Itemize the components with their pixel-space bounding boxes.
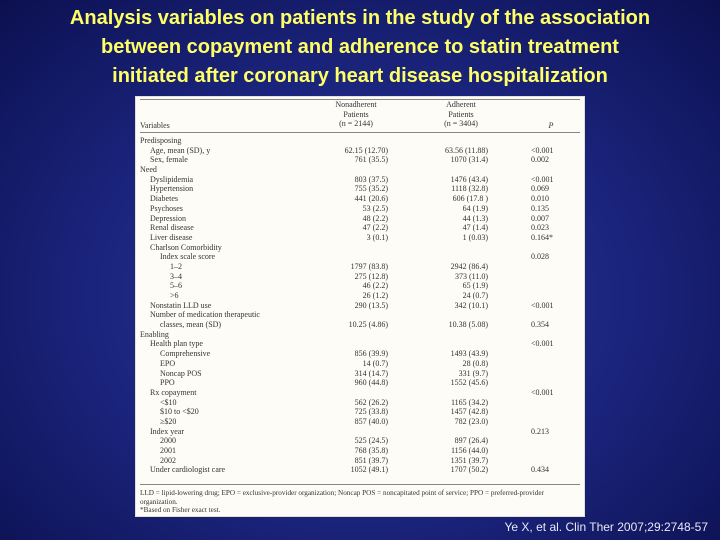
row-p-value: <0.001 [531, 339, 554, 349]
row-label: Depression [150, 213, 186, 223]
row-label: EPO [160, 358, 176, 368]
table-header [136, 97, 584, 131]
row-adherent-value: 1457 (42.8) [450, 407, 488, 417]
row-label: Psychoses [150, 203, 183, 213]
row-nonadherent-value: 290 (13.5) [354, 300, 388, 310]
table-row [136, 165, 584, 175]
row-adherent-value: 64 (1.9) [462, 203, 488, 213]
row-label: 5–6 [170, 281, 182, 291]
header-p: P [548, 121, 554, 130]
row-nonadherent-value: 14 (0.7) [362, 358, 388, 368]
table-row [136, 388, 584, 398]
row-label: Comprehensive [160, 349, 211, 359]
row-label: Rx copayment [150, 387, 197, 397]
table-row [136, 427, 584, 437]
row-label: 2001 [160, 446, 176, 455]
row-p-value: 0.007 [531, 213, 549, 223]
row-p-value: 0.002 [531, 155, 549, 165]
row-nonadherent-value: 755 (35.2) [354, 184, 388, 194]
header-adherent-line: Patients [448, 109, 474, 119]
row-nonadherent-value: 1797 (83.8) [350, 261, 388, 271]
row-adherent-value: 1 (0.03) [462, 232, 488, 242]
row-adherent-value: 1156 (44.0) [450, 446, 488, 455]
row-label: Liver disease [150, 232, 193, 242]
row-adherent-value: 1118 (32.8) [451, 184, 488, 194]
table-row [136, 456, 584, 466]
row-nonadherent-value: 441 (20.6) [354, 194, 388, 204]
table-row [136, 301, 584, 311]
table-row [136, 291, 584, 301]
row-adherent-value: 65 (1.9) [462, 281, 488, 291]
row-label: Index year [150, 426, 184, 436]
table-row [136, 407, 584, 417]
title-line-2: between copayment and adherence to statin treatment [101, 36, 619, 58]
row-label: Sex, female [150, 155, 188, 165]
row-label: Index scale score [160, 252, 216, 262]
row-label: Enabling [140, 329, 169, 339]
row-nonadherent-value: 725 (33.8) [354, 407, 388, 417]
row-adherent-value: 47 (1.4) [462, 223, 488, 233]
table-row [136, 417, 584, 427]
header-nonadherent-line: Nonadherent [335, 100, 377, 109]
header-nonadherent-line: Patients [343, 109, 369, 119]
table-row [136, 146, 584, 156]
row-p-value: <0.001 [531, 300, 554, 310]
row-adherent-value: 28 (0.8) [462, 358, 488, 368]
row-nonadherent-value: 275 (12.8) [354, 271, 388, 281]
row-p-value: 0.135 [531, 203, 549, 213]
row-adherent-value: 10.38 (5.08) [448, 320, 488, 330]
row-label: 2002 [160, 455, 176, 465]
footnote-abbreviations: LLD = lipid-lowering drug; EPO = exclusive-provider organization; Noncap POS = noncapitated point of service; PPO = preferred-provider organization. [140, 489, 544, 506]
row-adherent-value: 1493 (43.9) [450, 349, 488, 359]
row-label: Health plan type [150, 339, 203, 349]
table-row [136, 184, 584, 194]
row-label: Hypertension [150, 184, 194, 194]
table-row [136, 310, 584, 320]
row-label: $10 to <$20 [160, 407, 199, 417]
row-label: PPO [160, 378, 175, 388]
row-adherent-value: 1476 (43.4) [450, 174, 488, 184]
table-row [136, 398, 584, 408]
title-line-1: Analysis variables on patients in the study of the association [69, 7, 651, 29]
row-nonadherent-value: 62.15 (12.70) [344, 145, 388, 155]
table-row [136, 233, 584, 243]
row-nonadherent-value: 856 (39.9) [354, 349, 388, 359]
row-label: >6 [170, 291, 179, 300]
table-body [136, 136, 584, 475]
table-row [136, 155, 584, 165]
table-row [136, 262, 584, 272]
row-label: Diabetes [150, 194, 178, 204]
row-label: 3–4 [170, 271, 182, 281]
row-adherent-value: 1707 (50.2) [450, 465, 488, 475]
row-p-value: 0.023 [531, 223, 549, 233]
header-nonadherent [321, 100, 391, 129]
data-table-image [135, 96, 585, 517]
row-nonadherent-value: 857 (40.0) [354, 416, 388, 426]
header-rule [140, 132, 580, 133]
footnote-fisher: *Based on Fisher exact test. [140, 506, 221, 515]
row-p-value: 0.434 [531, 465, 549, 475]
top-rule [140, 99, 580, 100]
row-adherent-value: 1165 (34.2) [450, 397, 488, 407]
row-nonadherent-value: 525 (24.5) [354, 436, 388, 446]
row-nonadherent-value: 851 (39.7) [354, 455, 388, 465]
row-adherent-value: 373 (11.0) [454, 271, 488, 281]
row-label: Nonstatin LLD use [150, 300, 212, 310]
row-nonadherent-value: 46 (2.2) [362, 281, 388, 291]
table-row [136, 204, 584, 214]
table-row [136, 465, 584, 475]
row-nonadherent-value: 803 (37.5) [354, 174, 388, 184]
table-row [136, 369, 584, 379]
bottom-rule [140, 484, 580, 485]
row-label: Age, mean (SD), y [150, 145, 211, 155]
header-adherent-line: (n = 3404) [444, 119, 478, 128]
table-row [136, 320, 584, 330]
table-row [136, 446, 584, 456]
row-p-value: 0.164* [531, 232, 553, 242]
row-adherent-value: 331 (9.7) [458, 368, 488, 378]
table-row [136, 359, 584, 369]
row-p-value: <0.001 [531, 145, 554, 155]
row-label: 2000 [160, 436, 176, 446]
row-nonadherent-value: 761 (35.5) [354, 155, 388, 165]
table-row [136, 330, 584, 340]
row-nonadherent-value: 768 (35.8) [354, 446, 388, 455]
row-nonadherent-value: 53 (2.5) [362, 203, 388, 213]
table-row [136, 281, 584, 291]
row-adherent-value: 782 (23.0) [454, 416, 488, 426]
table-row [136, 349, 584, 359]
table-row [136, 272, 584, 282]
row-p-value: 0.010 [531, 194, 549, 204]
row-label: ≥$20 [160, 416, 177, 426]
table-row [136, 194, 584, 204]
row-adherent-value: 24 (0.7) [462, 291, 488, 300]
table-row [136, 175, 584, 185]
row-adherent-value: 1070 (31.4) [450, 155, 488, 165]
table-row [136, 436, 584, 446]
row-nonadherent-value: 47 (2.2) [362, 223, 388, 233]
header-variables: Variables [140, 121, 170, 130]
slide-title [0, 4, 720, 91]
row-nonadherent-value: 960 (44.8) [354, 378, 388, 388]
row-label: <$10 [160, 397, 177, 407]
row-label: classes, mean (SD) [160, 320, 222, 330]
row-nonadherent-value: 3 (0.1) [366, 232, 388, 242]
header-nonadherent-line: (n = 2144) [339, 119, 373, 128]
table-row [136, 243, 584, 253]
table-row [136, 378, 584, 388]
row-nonadherent-value: 26 (1.2) [362, 291, 388, 300]
row-adherent-value: 44 (1.3) [462, 213, 488, 223]
table-row [136, 136, 584, 146]
table-row [136, 223, 584, 233]
table-row [136, 339, 584, 349]
row-nonadherent-value: 1052 (49.1) [350, 465, 388, 475]
row-p-value: 0.354 [531, 320, 549, 330]
header-adherent [426, 100, 496, 129]
row-adherent-value: 342 (10.1) [454, 300, 488, 310]
row-label: Under cardiologist care [150, 465, 226, 475]
row-nonadherent-value: 48 (2.2) [362, 213, 388, 223]
row-label: Noncap POS [160, 368, 202, 378]
row-label: 1–2 [170, 261, 182, 271]
row-label: Predisposing [140, 136, 182, 145]
row-adherent-value: 63.56 (11.88) [444, 145, 488, 155]
row-adherent-value: 606 (17.8 ) [452, 194, 488, 204]
row-nonadherent-value: 562 (26.2) [354, 397, 388, 407]
row-adherent-value: 2942 (86.4) [450, 261, 488, 271]
row-adherent-value: 897 (26.4) [454, 436, 488, 446]
row-label: Dyslipidemia [150, 174, 194, 184]
row-adherent-value: 1552 (45.6) [450, 378, 488, 388]
row-adherent-value: 1351 (39.7) [450, 455, 488, 465]
header-adherent-line: Adherent [446, 100, 476, 109]
row-label: Need [140, 165, 157, 175]
row-nonadherent-value: 314 (14.7) [354, 368, 388, 378]
citation: Ye X, et al. Clin Ther 2007;29:2748-57 [504, 520, 708, 534]
table-row [136, 214, 584, 224]
title-line-3: initiated after coronary heart disease hospitalization [112, 65, 608, 87]
row-nonadherent-value: 10.25 (4.86) [348, 320, 388, 330]
table-row [136, 252, 584, 262]
row-p-value: <0.001 [531, 387, 554, 397]
row-p-value: 0.028 [531, 252, 549, 262]
row-p-value: 0.069 [531, 184, 549, 194]
row-p-value: 0.213 [531, 426, 549, 436]
row-label: Number of medication therapeutic [150, 310, 260, 320]
row-label: Renal disease [150, 223, 194, 233]
row-label: Charlson Comorbidity [150, 242, 222, 252]
row-p-value: <0.001 [531, 174, 554, 184]
table-footnotes [140, 489, 580, 515]
